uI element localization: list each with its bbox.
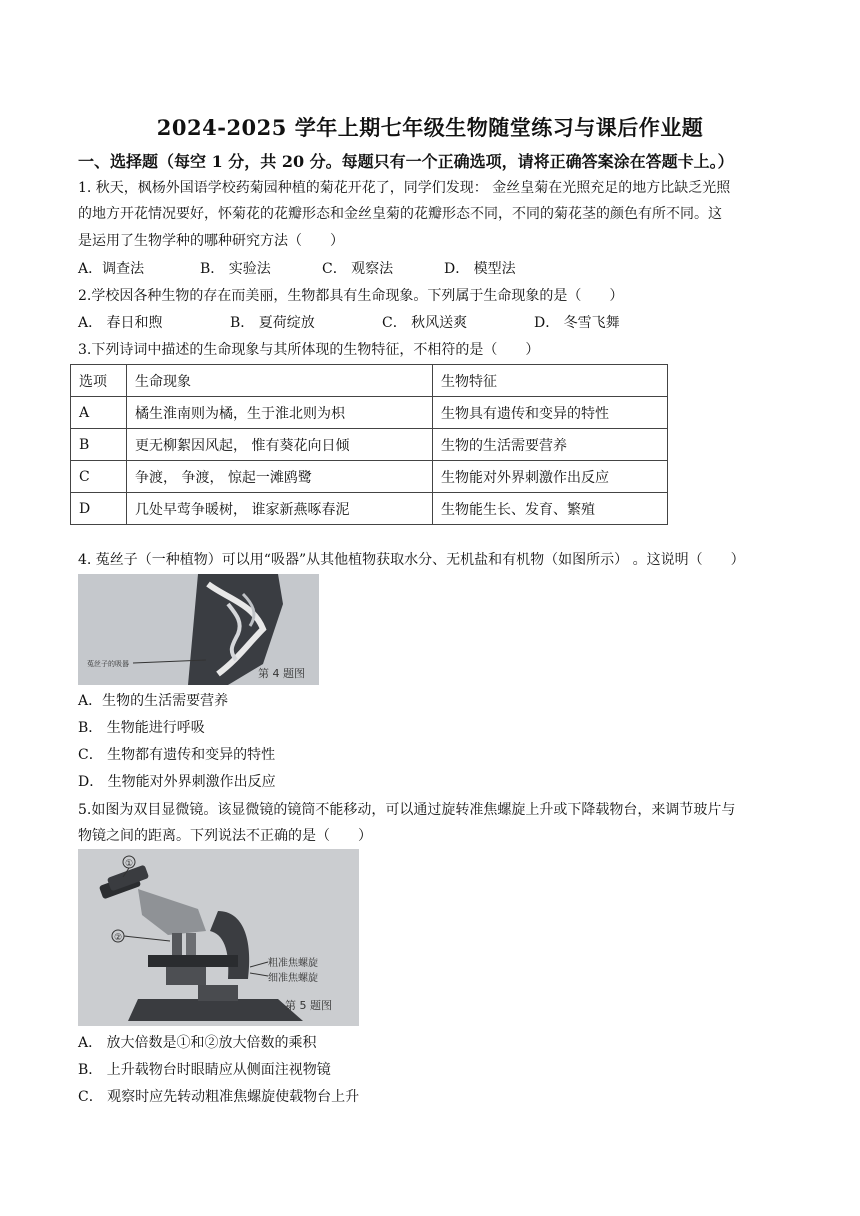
q4-option-a: A．生物的生活需要营养	[78, 693, 229, 709]
table-header-row	[71, 365, 668, 397]
coarse-knob-label: 粗准焦螺旋	[268, 958, 318, 969]
q5-option-b: B． 上升载物台时眼睛应从侧面注视物镜	[78, 1062, 331, 1078]
table-cell: 生物能对外界刺激作出反应	[433, 461, 668, 493]
section-heading: 一、选择题（每空 1 分，共 20 分。每题只有一个正确选项，请将正确答案涂在答题卡上。）	[78, 152, 734, 171]
q2-option-b: B． 夏荷绽放	[230, 315, 315, 331]
q5-stem-line-2: 物镜之间的距离。下列说法不正确的是（ ）	[78, 828, 372, 844]
table-cell: 橘生淮南则为橘，生于淮北则为枳	[127, 397, 433, 429]
figure-label: 菟丝子的吸器	[87, 660, 129, 668]
dodder-illustration	[78, 574, 319, 685]
table-cell: D	[71, 493, 127, 525]
table-cell: C	[71, 461, 127, 493]
table-row	[71, 461, 668, 493]
q5-option-c: C． 观察时应先转动粗准焦螺旋使载物台上升	[78, 1089, 360, 1105]
q2-stem: 2.学校因各种生物的存在而美丽，生物都具有生命现象。下列属于生命现象的是（ ）	[78, 288, 624, 304]
q2-option-d: D． 冬雪飞舞	[534, 315, 620, 331]
figure-caption: 第 4 题图	[258, 667, 305, 680]
q4-option-c: C． 生物都有遗传和变异的特性	[78, 747, 276, 763]
q1-option-b: B． 实验法	[200, 261, 271, 277]
table-cell: 生物具有遗传和变异的特性	[433, 397, 668, 429]
table-row	[71, 397, 668, 429]
q1-option-c: C． 观察法	[322, 261, 394, 277]
q5-option-a: A． 放大倍数是①和②放大倍数的乘积	[78, 1035, 317, 1051]
q4-option-d: D． 生物能对外界刺激作出反应	[78, 774, 276, 790]
table-cell: 更无柳絮因风起， 惟有葵花向日倾	[127, 429, 433, 461]
table-cell: 几处早莺争暖树， 谁家新燕啄春泥	[127, 493, 433, 525]
q4-option-b: B． 生物能进行呼吸	[78, 720, 205, 736]
table-cell: A	[71, 397, 127, 429]
q1-option-d: D． 模型法	[444, 261, 516, 277]
q2-option-a: A． 春日和煦	[78, 315, 163, 331]
q1-option-a: A．调查法	[78, 261, 145, 277]
q2-options	[78, 310, 620, 336]
table-cell: B	[71, 429, 127, 461]
q5-stem-line-1: 5.如图为双目显微镜。该显微镜的镜筒不能移动，可以通过旋转准焦螺旋上升或下降载物台，来调节玻片与	[78, 802, 736, 818]
microscope-illustration	[78, 849, 359, 1026]
table-cell: 生物的生活需要营养	[433, 429, 668, 461]
table-cell: 生物能生长、发育、繁殖	[433, 493, 668, 525]
q4-stem: 4. 菟丝子（一种植物）可以用“吸器”从其他植物获取水分、无机盐和有机物（如图所示） 。这说明（ ）	[78, 552, 745, 568]
mark-1: ①	[124, 859, 134, 869]
table-header-cell: 生物特征	[433, 365, 668, 397]
mark-2: ②	[113, 933, 123, 943]
q3-table	[70, 364, 668, 525]
table-row	[71, 493, 668, 525]
table-header-cell: 选项	[71, 365, 127, 397]
table-header-cell: 生命现象	[127, 365, 433, 397]
table-cell: 争渡， 争渡， 惊起一滩鸥鹭	[127, 461, 433, 493]
page-title: 2024-2025 学年上期七年级生物随堂练习与课后作业题	[156, 115, 704, 140]
fine-knob-label: 细准焦螺旋	[268, 973, 318, 984]
figure-caption: 第 5 题图	[285, 999, 332, 1012]
table-row	[71, 429, 668, 461]
q2-option-c: C． 秋风送爽	[382, 315, 468, 331]
q1-line-3: 是运用了生物学种的哪种研究方法（ ）	[78, 233, 344, 249]
q4-figure-dodder	[78, 574, 319, 685]
q5-figure-microscope	[78, 849, 359, 1026]
q1-line-2: 的地方开花情况要好，怀菊花的花瓣形态和金丝皇菊的花瓣形态不同，不同的菊花茎的颜色有所不同。这	[78, 206, 722, 222]
q3-stem: 3.下列诗词中描述的生命现象与其所体现的生物特征，不相符的是（ ）	[78, 342, 540, 358]
q1-line-1: 1. 秋天，枫杨外国语学校药菊园种植的菊花开花了，同学们发现： 金丝皇菊在光照充足的地方比缺乏光照	[78, 180, 731, 196]
q1-options	[78, 256, 516, 282]
